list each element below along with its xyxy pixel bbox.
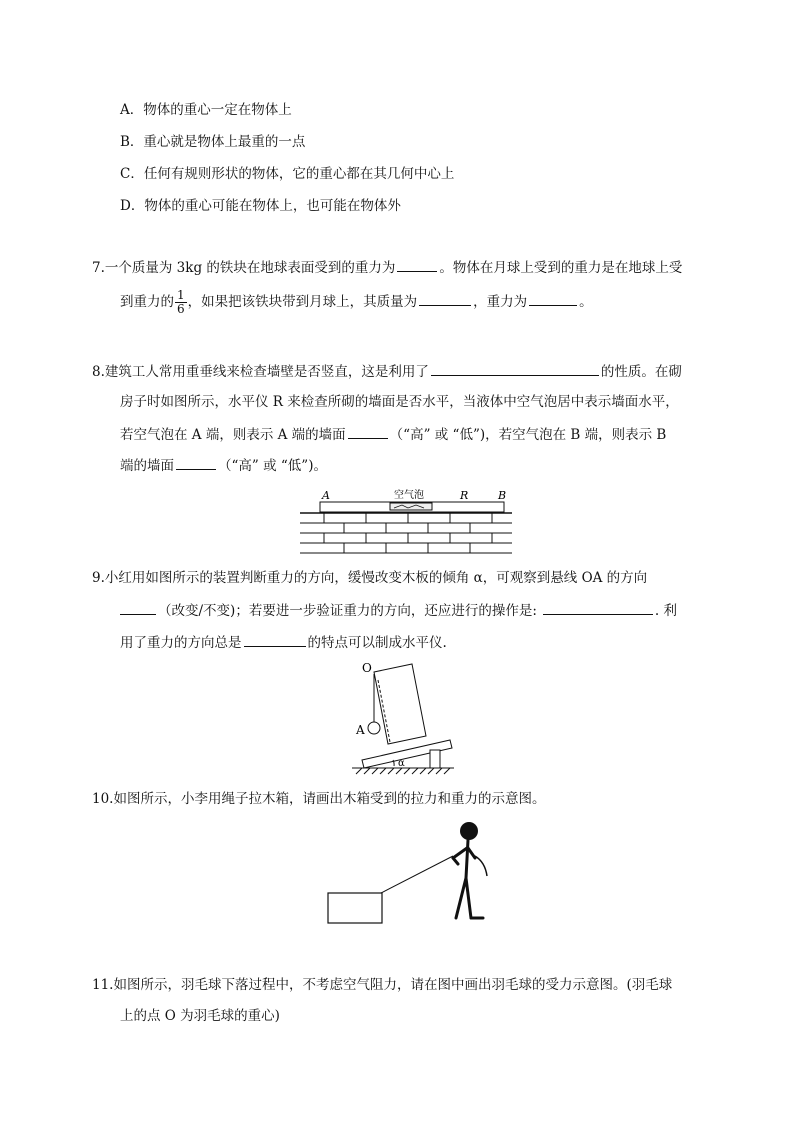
q8-level-figure [298,486,516,556]
q9-blank-direction[interactable] [120,600,156,615]
label-a: A [322,489,330,502]
person-head [460,822,478,840]
label-r: R [460,489,469,502]
q8-blank-property[interactable] [431,361,599,376]
q8-line1 [92,361,682,382]
person-leg-right [466,878,471,918]
q8-line4 [120,455,327,476]
person-torso [466,840,468,878]
label-bubble: 空气泡 [394,490,424,501]
label-b: B [498,489,507,502]
person-arm-front [453,848,467,858]
option-a: A．物体的重心一定在物体上 [120,102,292,118]
rope-loose-end [475,856,487,876]
q7-text-2d: 。 [579,294,593,310]
support-block [430,750,440,768]
rope [381,856,453,893]
q7-blank-moon-gravity[interactable] [529,291,577,306]
q9-text-3a: 用了重力的方向总是 [120,635,242,651]
q9-text-2a: （改变/不变)；若要进一步验证重力的方向，还应进行的操作是: [158,603,537,619]
option-d: D．物体的重心可能在物体上，也可能在物体外 [120,198,401,214]
person-arm-back [468,848,475,858]
q10-line1: 10.如图所示，小李用绳子拉木箱，请画出木箱受到的拉力和重力的示意图。 [92,791,546,807]
q9-line2 [120,600,677,621]
q8-text-3b: （“高” 或 “低”)，若空气泡在 B 端，则表示 B [389,427,667,443]
label-a: A [356,723,365,737]
q9-blank-operation[interactable] [543,600,653,615]
q8-text-4b: （“高” 或 “低”)。 [218,458,327,474]
q7-blank-gravity[interactable] [397,257,437,272]
q11-line1: 11.如图所示，羽毛球下落过程中，不考虑空气阻力，请在图中画出羽毛球的受力示意图。(羽毛球 [92,977,673,993]
q11-line2: 上的点 O 为羽毛球的重心) [120,1008,280,1024]
label-alpha: α [398,758,405,769]
q7-blank-mass[interactable] [419,291,471,306]
q9-line3 [120,632,447,653]
q8-line3 [120,424,666,445]
q7-frac-den: 6 [177,302,185,316]
label-o: O [362,661,372,675]
q8-text-3a: 若空气泡在 A 端，则表示 A 端的墙面 [120,427,346,443]
q7-line1 [92,257,682,278]
q7-text-2c: ，重力为 [473,294,528,310]
q7-text-1a: 7.一个质量为 3kg 的铁块在地球表面受到的重力为 [92,260,396,276]
q9-text-2b: . 利 [654,603,677,619]
q8-blank-b-end[interactable] [176,455,216,470]
q7-fraction [175,289,187,316]
wooden-box [328,893,382,923]
person-leg-left [456,878,466,918]
q7-line2 [120,288,593,316]
upright-board [374,664,426,744]
q8-blank-a-end[interactable] [348,424,388,439]
q9-text-3b: 的特点可以制成水平仪. [307,635,447,651]
plumb-bob [368,722,380,734]
option-b: B．重心就是物体上最重的一点 [120,134,306,150]
q7-text-1b: 。物体在月球上受到的重力是在地球上受 [439,260,683,276]
q8-line2: 房子时如图所示，水平仪 R 来检查所砌的墙面是否水平，当液体中空气泡居中表示墙面水平， [120,394,679,410]
q9-blank-feature[interactable] [244,632,306,647]
q9-plumb-figure [350,658,460,776]
q8-text-1a: 8.建筑工人常用重垂线来检查墙壁是否竖直，这是利用了 [92,364,429,380]
option-c: C．任何有规则形状的物体，它的重心都在其几何中心上 [120,166,455,182]
q7-text-2a: 到重力的 [120,294,174,310]
q9-line1: 9.小红用如图所示的装置判断重力的方向，缓慢改变木板的倾角 α，可观察到悬线 OA 的方向 [92,570,648,586]
q8-text-4a: 端的墙面 [120,458,174,474]
q7-text-2b: ，如果把该铁块带到月球上，其质量为 [187,294,418,310]
q10-pull-figure [325,818,500,930]
q8-text-1b: 的性质。在砌 [600,364,682,380]
q7-frac-num: 1 [177,288,185,302]
